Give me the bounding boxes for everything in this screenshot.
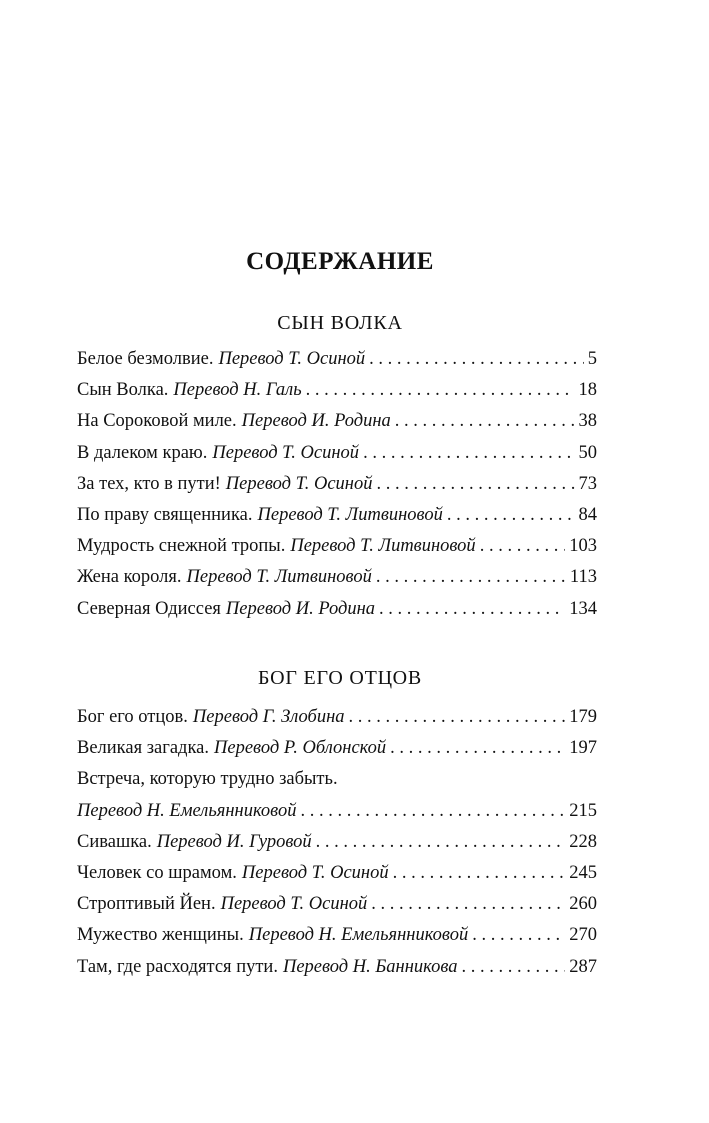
- story-title: Мудрость снежной тропы.: [77, 536, 286, 557]
- toc-entry[interactable]: [77, 375, 597, 406]
- story-title: Строптивый Йен.: [77, 894, 216, 915]
- translator: Перевод Т. Литвиновой: [257, 504, 443, 525]
- translator: Перевод Р. Облонской: [214, 738, 387, 759]
- dot-leader: [306, 375, 575, 406]
- dot-leader: [462, 952, 566, 983]
- toc-entry[interactable]: [77, 733, 597, 764]
- toc-entry[interactable]: [77, 889, 597, 920]
- toc-entry[interactable]: [77, 438, 597, 469]
- toc-entry[interactable]: [77, 500, 597, 531]
- dot-leader: [300, 796, 565, 827]
- toc-entry[interactable]: [77, 858, 597, 889]
- page-number: 245: [569, 862, 597, 883]
- dot-leader: [363, 438, 574, 469]
- toc-entry[interactable]: [77, 827, 597, 858]
- story-title: Сивашка.: [77, 831, 152, 852]
- dot-leader: [371, 889, 565, 920]
- story-title: Великая загадка.: [77, 738, 210, 759]
- page-title: СОДЕРЖАНИЕ: [246, 248, 434, 275]
- story-title: За тех, кто в пути!: [77, 473, 221, 494]
- dot-leader: [379, 594, 565, 625]
- toc-entry[interactable]: [77, 344, 597, 375]
- translator: Перевод Т. Литвиновой: [186, 567, 372, 588]
- story-title: Бог его отцов.: [77, 707, 188, 727]
- translator: Перевод Н. Банникова: [282, 956, 458, 977]
- dot-leader: [376, 469, 574, 500]
- dot-leader: [447, 500, 575, 531]
- page-number: 270: [569, 925, 597, 946]
- toc-entry[interactable]: [77, 469, 597, 500]
- toc-entry[interactable]: [77, 702, 597, 733]
- toc-entry[interactable]: [77, 594, 597, 625]
- story-title: Белое безмолвие.: [77, 349, 214, 369]
- page-number: 38: [578, 411, 597, 432]
- page-number: 197: [569, 738, 597, 759]
- toc-entry[interactable]: [77, 562, 597, 593]
- translator: Перевод И. Гуровой: [156, 831, 312, 852]
- story-title: Человек со шрамом.: [77, 862, 237, 883]
- page-number: 73: [578, 473, 597, 494]
- dot-leader: [480, 531, 566, 562]
- toc-entry-two-line[interactable]: [77, 764, 597, 826]
- translator: Перевод И. Родина: [225, 598, 376, 619]
- translator: Перевод Т. Осиной: [241, 862, 389, 883]
- page-number: 228: [569, 831, 597, 852]
- page-number: 287: [569, 956, 597, 977]
- page-number: 113: [569, 567, 597, 588]
- page-number: 5: [587, 349, 597, 369]
- toc-list-syn-volka: [77, 344, 597, 625]
- translator: Перевод Т. Осиной: [212, 442, 360, 463]
- translator: Перевод Н. Емельянниковой: [77, 800, 297, 821]
- dot-leader: [390, 733, 565, 764]
- toc-list-bog-ego-ottsov: [77, 702, 597, 983]
- story-title: В далеком краю.: [77, 442, 208, 463]
- page-number: 50: [578, 442, 597, 463]
- toc-entry-continuation: [77, 796, 597, 827]
- story-title: Жена короля.: [77, 567, 182, 588]
- page-number: 84: [578, 504, 597, 525]
- story-title: Там, где расходятся пути.: [77, 956, 278, 977]
- story-title: По праву священника.: [77, 504, 253, 525]
- dot-leader: [393, 858, 566, 889]
- dot-leader: [395, 406, 575, 437]
- translator: Перевод Н. Емельянниковой: [248, 925, 469, 946]
- dot-leader: [376, 562, 566, 593]
- section-heading-syn-volka: СЫН ВОЛКА: [277, 312, 403, 334]
- story-title: Встреча, которую трудно забыть.: [77, 769, 338, 790]
- page-number: 260: [569, 894, 597, 915]
- story-title: На Сороковой миле.: [77, 411, 237, 432]
- toc-entry[interactable]: [77, 920, 597, 951]
- story-title: Мужество женщины.: [77, 925, 244, 946]
- translator: Перевод Т. Литвиновой: [290, 536, 476, 557]
- toc-entry[interactable]: [77, 531, 597, 562]
- translator: Перевод Т. Осиной: [220, 894, 368, 915]
- translator: Перевод Г. Злобина: [192, 707, 345, 727]
- toc-entry[interactable]: [77, 952, 597, 983]
- page-number: 215: [569, 800, 597, 821]
- dot-leader: [349, 702, 566, 733]
- toc-entry[interactable]: [77, 406, 597, 437]
- dot-leader: [316, 827, 566, 858]
- dot-leader: [472, 920, 565, 951]
- translator: Перевод Т. Осиной: [225, 473, 373, 494]
- section-heading-bog-ego-ottsov: БОГ ЕГО ОТЦОВ: [257, 667, 423, 689]
- translator: Перевод И. Родина: [241, 411, 391, 432]
- story-title: Северная Одиссея: [77, 598, 221, 619]
- page-number: 18: [578, 380, 597, 401]
- translator: Перевод Н. Галь: [173, 380, 302, 401]
- page-number: 134: [569, 598, 597, 619]
- dot-leader: [369, 344, 584, 375]
- story-title: Сын Волка.: [77, 380, 169, 401]
- page-number: 179: [569, 707, 597, 727]
- page-number: 103: [569, 536, 597, 557]
- translator: Перевод Т. Осиной: [218, 349, 366, 369]
